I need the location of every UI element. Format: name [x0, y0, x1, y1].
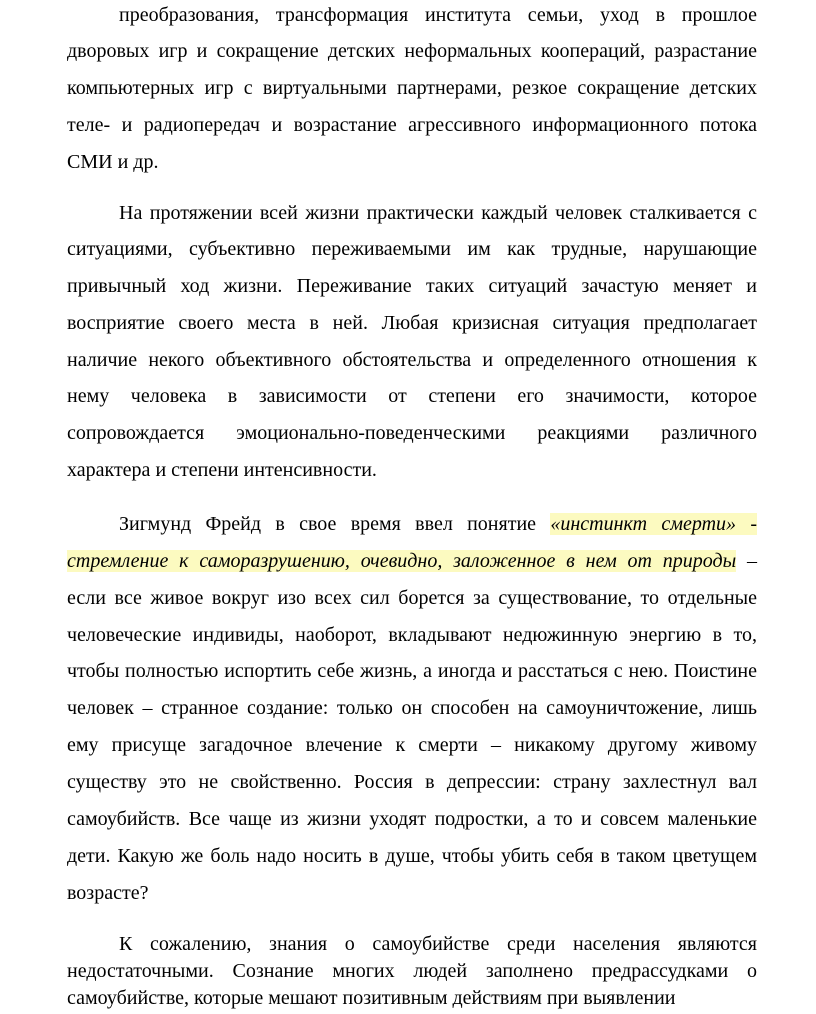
text-line: наличие некого объективного обстоятельства и определенного отношения к — [67, 349, 757, 371]
text-line: восприятие своего места в ней. Любая кризисная ситуация предполагает — [67, 312, 757, 334]
text-line: дети. Какую же боль надо носить в душе, чтобы убить себя в таком цветущем — [67, 845, 757, 867]
text-line: привычный ход жизни. Переживание таких ситуаций зачастую меняет и — [67, 275, 757, 297]
text-line: недостаточными. Сознание многих людей заполнено предрассудками о — [67, 960, 757, 982]
text-line: характера и степени интенсивности. — [67, 459, 377, 481]
text-line: человек – странное создание: только он способен на самоуничтожение, лишь — [67, 697, 757, 719]
text-line: сопровождается эмоционально-поведенческими реакциями различного — [67, 422, 757, 444]
text-span: Зигмунд Фрейд в свое время ввел понятие — [119, 513, 551, 535]
highlighted-quote: «инстинкт смерти» - — [550, 513, 758, 535]
text-line: самоубийств. Все чаще из жизни уходят подростки, а то и совсем маленькие — [67, 808, 757, 830]
text-line — [67, 548, 757, 574]
text-line: На протяжении всей жизни практически каждый человек сталкивается с — [119, 202, 757, 224]
text-line — [119, 511, 757, 537]
text-line: человеческие индивиды, наоборот, вкладывают недюжинную энергию в то, — [67, 624, 757, 646]
text-line: возрасте? — [67, 882, 149, 904]
text-line: если все живое вокруг изо всех сил борется за существование, то отдельные — [67, 587, 757, 609]
text-line: К сожалению, знания о самоубийстве среди населения являются — [119, 933, 757, 955]
text-line: чтобы полностью испортить себе жизнь, а иногда и расстаться с нею. Поистине — [67, 660, 757, 682]
text-span: – — [736, 550, 758, 572]
text-line: самоубийстве, которые мешают позитивным действиям при выявлении — [67, 987, 676, 1009]
text-line: СМИ и др. — [67, 151, 159, 173]
text-line: ситуациями, субъективно переживаемыми им как трудные, нарушающие — [67, 238, 757, 260]
text-line: дворовых игр и сокращение детских неформальных коопераций, разрастание — [67, 40, 757, 62]
text-line: существу это не свойственно. Россия в депрессии: страну захлестнул вал — [67, 771, 757, 793]
text-line: компьютерных игр с виртуальными партнерами, резкое сокращение детских — [67, 77, 757, 99]
highlighted-quote: стремление к саморазрушению, очевидно, заложенное в нем от природы — [67, 550, 737, 572]
text-line: ему присуще загадочное влечение к смерти – никакому другому живому — [67, 734, 757, 756]
text-line: преобразования, трансформация института семьи, уход в прошлое — [119, 4, 757, 26]
text-line: нему человека в зависимости от степени его значимости, которое — [67, 385, 757, 407]
text-line: теле- и радиопередач и возрастание агрессивного информационного потока — [67, 114, 757, 136]
